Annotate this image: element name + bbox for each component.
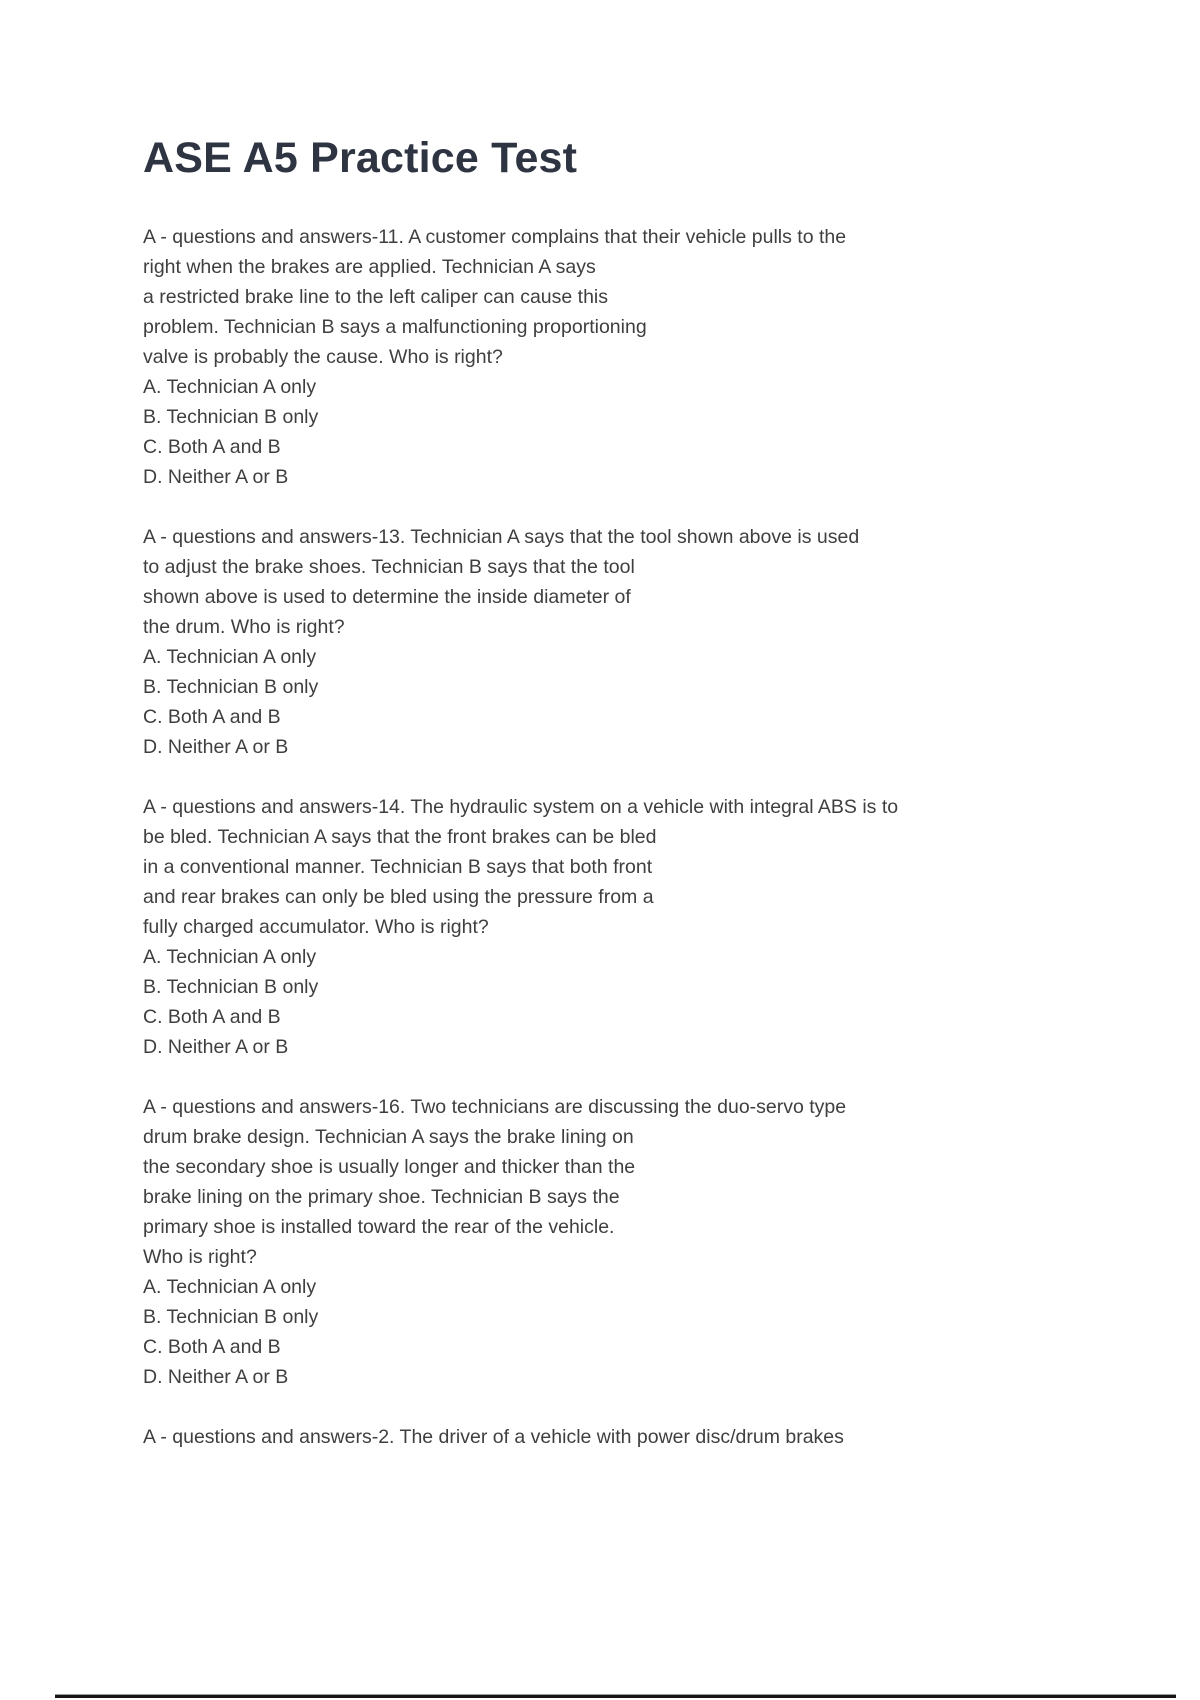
question-text-line: right when the brakes are applied. Technician A says [143, 256, 596, 278]
question-text-line: problem. Technician B says a malfunctioning proportioning [143, 316, 647, 338]
question-text-line: drum brake design. Technician A says the brake lining on [143, 1126, 634, 1148]
question-text-line: fully charged accumulator. Who is right? [143, 916, 489, 938]
answer-option: A. Technician A only [143, 1276, 317, 1298]
answer-option: D. Neither A or B [143, 1036, 289, 1058]
question-text-line: and rear brakes can only be bled using the pressure from a [143, 886, 654, 908]
answer-option: C. Both A and B [143, 1336, 281, 1358]
question-text-line: the drum. Who is right? [143, 616, 345, 638]
answer-option: B. Technician B only [143, 676, 319, 698]
question-block-13 [143, 522, 1110, 762]
question-text-line: the secondary shoe is usually longer and thicker than the [143, 1156, 636, 1178]
page-title: ASE A5 Practice Test [143, 134, 578, 182]
question-block-2 [143, 1422, 1110, 1452]
answer-option: A. Technician A only [143, 646, 317, 668]
answer-option: D. Neither A or B [143, 736, 289, 758]
answer-option: C. Both A and B [143, 1006, 281, 1028]
answer-option: C. Both A and B [143, 436, 281, 458]
answer-option: A. Technician A only [143, 376, 317, 398]
questions-list [143, 222, 1110, 1452]
answer-option: D. Neither A or B [143, 466, 289, 488]
question-text-line: Who is right? [143, 1246, 257, 1268]
question-text-line: shown above is used to determine the inside diameter of [143, 586, 631, 608]
question-text-line: A - questions and answers-2. The driver of a vehicle with power disc/drum brakes [143, 1426, 844, 1448]
question-text-line: A - questions and answers-14. The hydraulic system on a vehicle with integral ABS is to [143, 796, 899, 818]
question-text-line: A - questions and answers-11. A customer complains that their vehicle pulls to the [143, 226, 847, 248]
answer-option: D. Neither A or B [143, 1366, 289, 1388]
answer-option: A. Technician A only [143, 946, 317, 968]
question-text-line: A - questions and answers-13. Technician A says that the tool shown above is used [143, 526, 860, 548]
question-text-line: be bled. Technician A says that the front brakes can be bled [143, 826, 657, 848]
question-text-line: a restricted brake line to the left caliper can cause this [143, 286, 608, 308]
question-text-line: valve is probably the cause. Who is right? [143, 346, 503, 368]
answer-option: B. Technician B only [143, 1306, 319, 1328]
document-content [143, 130, 1110, 1452]
answer-option: C. Both A and B [143, 706, 281, 728]
question-block-11 [143, 222, 1110, 492]
question-block-14 [143, 792, 1110, 1062]
question-text-line: to adjust the brake shoes. Technician B says that the tool [143, 556, 635, 578]
answer-option: B. Technician B only [143, 406, 319, 428]
question-text-line: A - questions and answers-16. Two technicians are discussing the duo-servo type [143, 1096, 847, 1118]
question-text-line: in a conventional manner. Technician B says that both front [143, 856, 653, 878]
question-block-16 [143, 1092, 1110, 1392]
page-break-divider [55, 1694, 1176, 1698]
question-text-line: primary shoe is installed toward the rear of the vehicle. [143, 1216, 615, 1238]
answer-option: B. Technician B only [143, 976, 319, 998]
question-text-line: brake lining on the primary shoe. Technician B says the [143, 1186, 620, 1208]
